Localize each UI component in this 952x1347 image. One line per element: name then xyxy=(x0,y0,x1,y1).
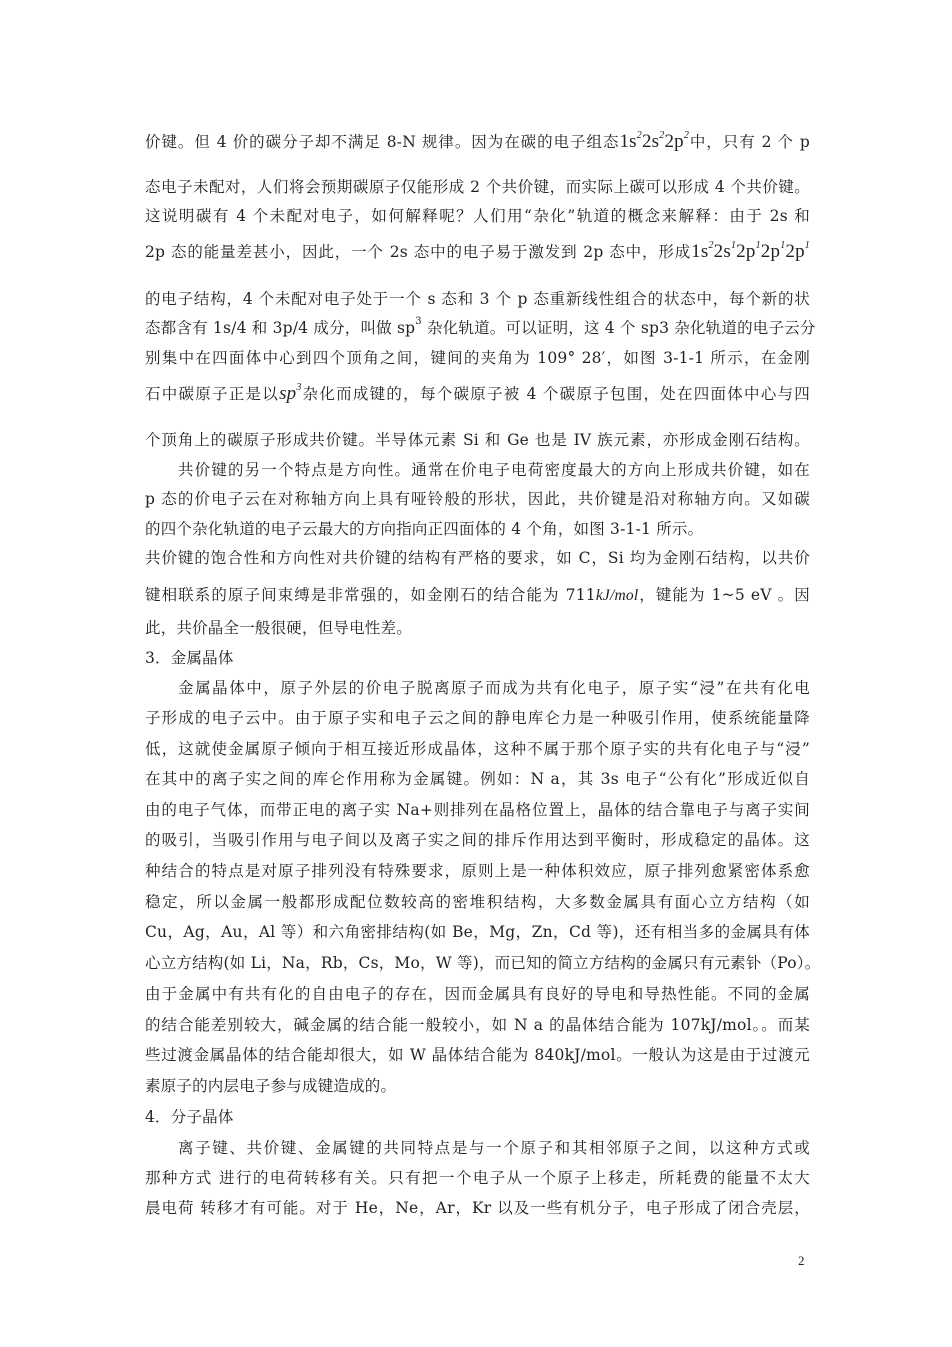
paragraph-line: Cu，Ag，Au，Al 等）和六角密排结构(如 Be，Mg，Zn，Cd 等)，还有相当多的金属具有体 xyxy=(145,923,810,941)
paragraph-line: 键相联系的原子间束缚是非常强的，如金刚石的结合能为 711kJ/mol，键能为 1~5 eV 。因 xyxy=(145,586,810,604)
paragraph-line: 共价键的另一个特点是方向性。通常在价电子电荷密度最大的方向上形成共价键，如在 xyxy=(178,461,810,479)
paragraph-line: 种结合的特点是对原子排列没有特殊要求，原则上是一种体积效应，原子排列愈紧密体系愈 xyxy=(145,862,810,880)
paragraph-line: 稳定，所以金属一般都形成配位数较高的密堆积结构，大多数金属具有面心立方结构（如 xyxy=(145,893,810,911)
paragraph-line: 由于金属中有共有化的自由电子的存在，因而金属具有良好的导电和导热性能。不同的金属 xyxy=(145,985,810,1003)
paragraph-line: 这说明碳有 4 个未配对电子，如何解释呢？人们用“杂化”轨道的概念来解释：由于 2s 和 xyxy=(145,207,810,225)
paragraph-line: 个顶角上的碳原子形成共价键。半导体元素 Si 和 Ge 也是 IV 族元素，亦形成金刚石结构。 xyxy=(145,431,810,449)
paragraph-line: 在其中的离子实之间的库仑作用称为金属键。例如：N a，其 3s 电子“公有化”形成近似自 xyxy=(145,770,810,788)
paragraph-line: 的电子结构，4 个未配对电子处于一个 s 态和 3 个 p 态重新线性组合的状态中，每个新的状 xyxy=(145,290,810,308)
electron-config-formula: $1s^22s^22p^2$ xyxy=(619,130,690,152)
paragraph-line: 别集中在四面体中心到四个顶角之间，键间的夹角为 109° 28′，如图 3-1-1 所示，在金刚 xyxy=(145,349,810,367)
paragraph-line: p 态的价电子云在对称轴方向上具有哑铃般的形状，因此，共价键是沿对称轴方向。又如碳 xyxy=(145,490,810,508)
excited-config-formula: $1s^22s^12p^12p^12p^1$ xyxy=(691,240,810,262)
page-number: 2 xyxy=(798,1253,805,1268)
section-heading: 3．金属晶体 xyxy=(145,649,234,667)
paragraph-line: 的结合能差别较大，碱金属的结合能一般较小，如 N a 的晶体结合能为 107kJ/mol。。而某 xyxy=(145,1016,810,1034)
paragraph-line: 共价键的饱合性和方向性对共价键的结构有严格的要求，如 C，Si 均为金刚石结构，以共价 xyxy=(145,549,810,567)
paragraph-line: 心立方结构(如 Li，Na，Rb，Cs，Mo，W 等)，而已知的简立方结构的金属只有元素钋（Po）。 xyxy=(145,954,821,972)
paragraph-line: 子形成的电子云中。由于原子实和电子云之间的静电库仑力是一种吸引作用，使系统能量降 xyxy=(145,709,810,727)
paragraph-line: 由的电子气体，而带正电的离子实 Na+则排列在晶格位置上，晶体的结合靠电子与离子实间 xyxy=(145,801,810,819)
section-heading: 4．分子晶体 xyxy=(145,1108,234,1126)
paragraph-line: 离子键、共价键、金属键的共同特点是与一个原子和其相邻原子之间，以这种方式或 xyxy=(178,1139,810,1157)
paragraph-line: 态都含有 1s/4 和 3p/4 成分，叫做 $sp^3$ 杂化轨道。可以证明，这 4 个 sp3 杂化轨道的电子云分 xyxy=(145,316,816,337)
paragraph-line: 此，共价晶全一般很硬，但导电性差。 xyxy=(145,619,412,637)
paragraph-line: 晨电荷 转移才有可能。对于 He，Ne，Ar，Kr 以及一些有机分子，电子形成了闭合壳层， xyxy=(145,1199,810,1217)
paragraph-line: 的吸引，当吸引作用与电子间以及离子实之间的排斥作用达到平衡时，形成稳定的晶体。这 xyxy=(145,831,810,849)
paragraph-line: 价键。但 4 价的碳分子却不满足 8-N 规律。因为在碳的电子组态$1s^22s^22p^2$中，只有 2 个 p xyxy=(145,130,810,152)
paragraph-line: 素原子的内层电子参与成键造成的。 xyxy=(145,1077,397,1095)
paragraph-line: 2p 态的能量差甚小，因此，一个 2s 态中的电子易于激发到 2p 态中，形成$1s^22s^12p^12p^12p^1$ xyxy=(145,240,810,262)
paragraph-line: 石中碳原子正是以$sp^3$杂化而成键的，每个碳原子被 4 个碳原子包围，处在四面体中心与四 xyxy=(145,382,810,404)
paragraph-line: 些过渡金属晶体的结合能却很大，如 W 晶体结合能为 840kJ/mol。一般认为这是由于过渡元 xyxy=(145,1046,810,1064)
paragraph-line: 那种方式 进行的电荷转移有关。只有把一个电子从一个原子上移走，所耗费的能量不太大 xyxy=(145,1169,810,1187)
paragraph-line: 的四个杂化轨道的电子云最大的方向指向正四面体的 4 个角，如图 3-1-1 所示。 xyxy=(145,520,704,538)
sp3-formula: $sp^3$ xyxy=(279,382,302,404)
paragraph-line: 金属晶体中，原子外层的价电子脱离原子而成为共有化电子，原子实“浸”在共有化电 xyxy=(178,679,810,697)
paragraph-line: 低，这就使金属原子倾向于相互接近形成晶体，这种不属于那个原子实的共有化电子与“浸” xyxy=(145,740,810,758)
paragraph-line: 态电子未配对，人们将会预期碳原子仅能形成 2 个共价键，而实际上碳可以形成 4 个共价键。 xyxy=(145,178,810,196)
